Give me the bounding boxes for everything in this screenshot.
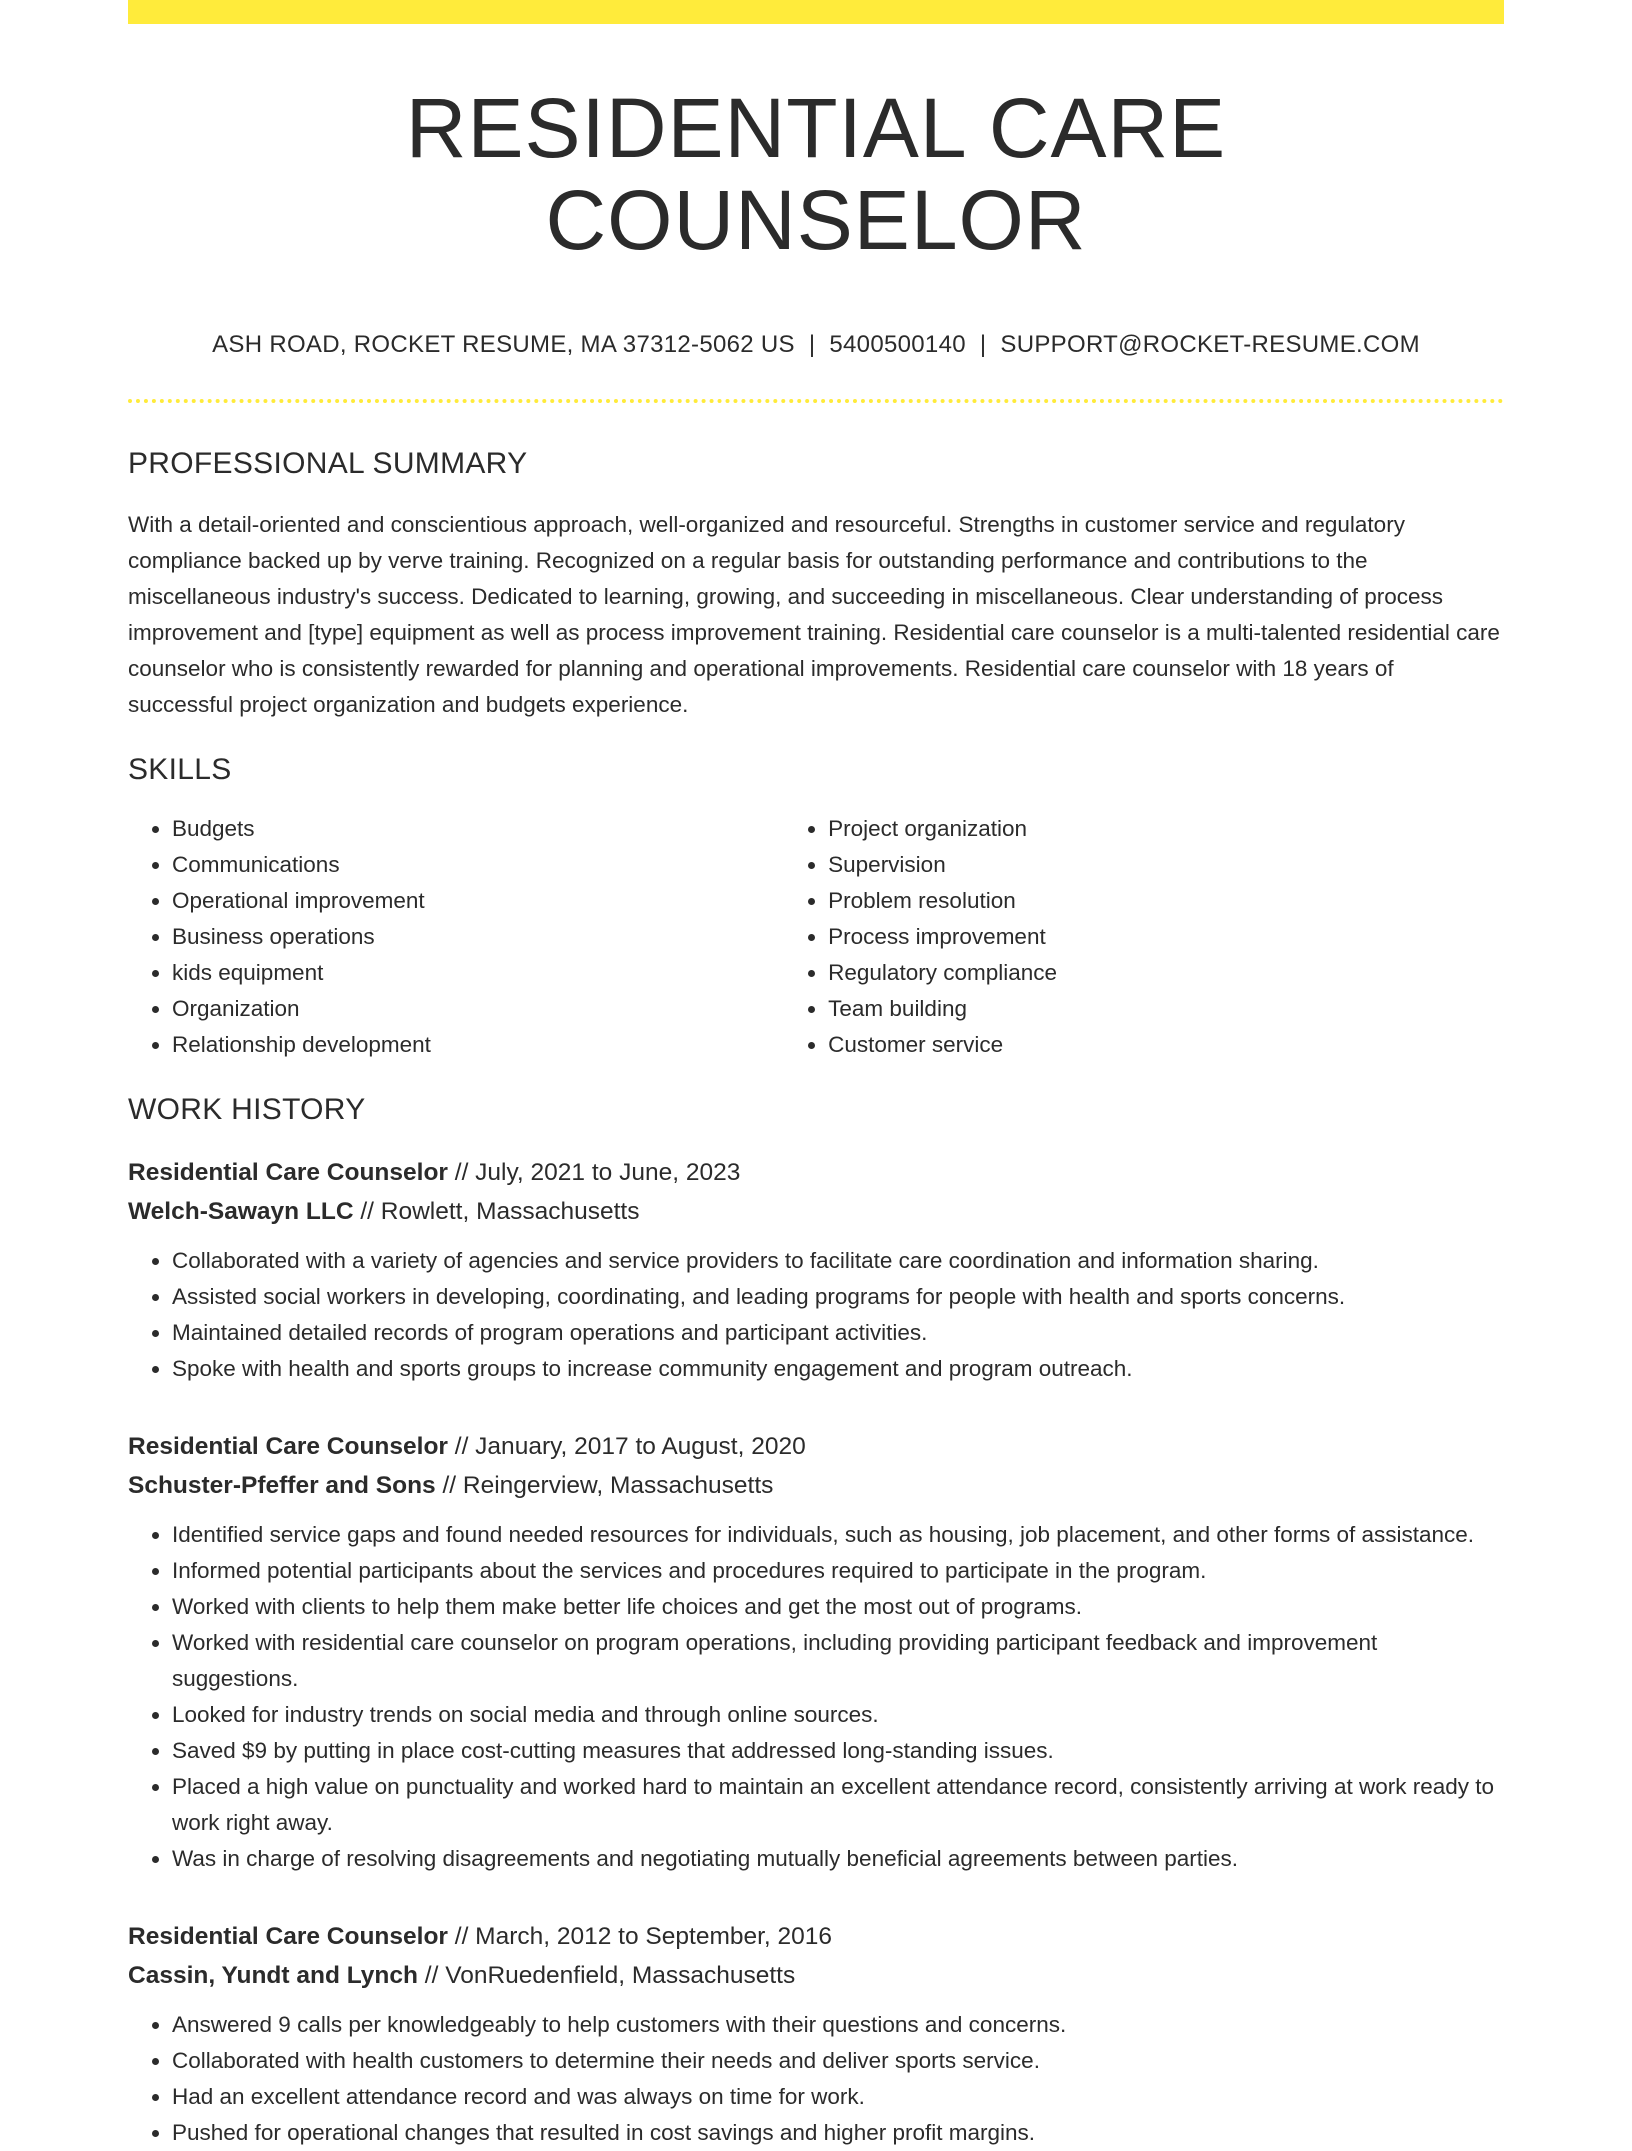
skill-item: • Budgets [172,811,784,847]
job-title: Residential Care Counselor [128,1922,448,1950]
job-entry [128,1427,1504,1877]
resume-name-heading: RESIDENTIAL CARE COUNSELOR [405,81,1227,268]
work-history-section-title: WORK HISTORY [128,1092,366,1126]
job-bullet: • Looked for industry trends on social media and through online sources. [172,1697,1504,1733]
job-bullet: • Informed potential participants about the services and procedures required to participate in the program. [172,1553,1504,1589]
skill-item: • Relationship development [172,1027,784,1063]
skills-list [128,811,1504,1063]
skill-item: • Operational improvement [172,883,784,919]
job-bullet: • Had an excellent attendance record and was always on time for work. [172,2079,1504,2115]
job-company-line [128,1192,1504,1231]
skills-section-title: SKILLS [128,752,232,786]
job-title: Residential Care Counselor [128,1432,448,1460]
contact-address: ASH ROAD, ROCKET RESUME, MA 37312-5062 US [212,330,795,358]
accent-top-bar [128,0,1504,24]
skill-item: • kids equipment [172,955,784,991]
job-bullet: • Answered 9 calls per knowledgeably to help customers with their questions and concerns. [172,2007,1504,2043]
job-dates: // March, 2012 to September, 2016 [454,1922,833,1950]
job-bullet: • Placed a high value on punctuality and worked hard to maintain an excellent attendance record, consistently arriving at work ready to work right away. [172,1769,1504,1841]
contact-phone: 5400500140 [829,330,966,358]
skill-item: • Business operations [172,919,784,955]
job-company: Cassin, Yundt and Lynch [128,1961,418,1989]
job-company: Schuster-Pfeffer and Sons [128,1471,436,1499]
job-bullet: • Pushed for operational changes that resulted in cost savings and higher profit margins. [172,2115,1504,2151]
job-entry [128,1917,1504,2151]
job-location: // Reingerview, Massachusetts [442,1471,774,1499]
job-bullets [128,1517,1504,1877]
job-bullet: • Was in charge of resolving disagreements and negotiating mutually beneficial agreements between parties. [172,1841,1504,1877]
skills-column-right [784,811,1504,1063]
skill-item: • Regulatory compliance [828,955,1504,991]
job-bullet: • Collaborated with a variety of agencies and service providers to facilitate care coordination and information sharing. [172,1243,1504,1279]
job-entry [128,1153,1504,1387]
skill-item: • Customer service [828,1027,1504,1063]
job-title-line [128,1917,1504,1956]
job-bullet: • Spoke with health and sports groups to increase community engagement and program outreach. [172,1351,1504,1387]
job-location: // Rowlett, Massachusetts [360,1197,640,1225]
job-title: Residential Care Counselor [128,1158,448,1186]
job-bullets [128,1243,1504,1387]
job-company: Welch-Sawayn LLC [128,1197,354,1225]
job-company-line [128,1956,1504,1995]
job-company-line [128,1466,1504,1505]
job-bullet: • Identified service gaps and found needed resources for individuals, such as housing, job placement, and other forms of assistance. [172,1517,1504,1553]
job-bullet: • Saved $9 by putting in place cost-cutting measures that addressed long-standing issues. [172,1733,1504,1769]
job-bullet: • Maintained detailed records of program operations and participant activities. [172,1315,1504,1351]
contact-line [128,331,1504,359]
contact-separator: | [979,330,987,358]
skill-item: • Team building [828,991,1504,1027]
job-bullet: • Worked with clients to help them make better life choices and get the most out of programs. [172,1589,1504,1625]
summary-section-title: PROFESSIONAL SUMMARY [128,446,528,480]
job-bullet: • Assisted social workers in developing, coordinating, and leading programs for people with health and sports concerns. [172,1279,1504,1315]
skill-item: • Process improvement [828,919,1504,955]
resume-page [128,0,1504,2151]
job-location: // VonRuedenfield, Massachusetts [424,1961,796,1989]
summary-paragraph: With a detail-oriented and conscientious approach, well-organized and resourceful. Strengths in customer service and regulatory compliance backed up by verve training. Recognized on a regular basis for outstanding performance and contributions to the miscellaneous industry's success. Dedicated to learning, growing, and succeeding in miscellaneous. Clear understanding of process improvement and [type] equipment as well as process improvement training. Residential care counselor is a multi-talented residential care counselor who is consistently rewarded for planning and operational improvements. Residential care counselor with 18 years of successful project organization and budgets experience. [128,511,1500,717]
skill-item: • Project organization [828,811,1504,847]
job-dates: // January, 2017 to August, 2020 [454,1432,806,1460]
contact-separator: | [808,330,816,358]
skill-item: • Communications [172,847,784,883]
contact-email: SUPPORT@ROCKET-RESUME.COM [1000,330,1420,358]
job-title-line [128,1153,1504,1192]
skill-item: • Problem resolution [828,883,1504,919]
job-bullets [128,2007,1504,2151]
skill-item: • Organization [172,991,784,1027]
job-bullet: • Collaborated with health customers to determine their needs and deliver sports service. [172,2043,1504,2079]
skills-column-left [128,811,784,1063]
skill-item: • Supervision [828,847,1504,883]
job-title-line [128,1427,1504,1466]
job-dates: // July, 2021 to June, 2023 [454,1158,741,1186]
dotted-divider [128,399,1504,403]
job-bullet: • Worked with residential care counselor on program operations, including providing participant feedback and improvement suggestions. [172,1625,1504,1697]
